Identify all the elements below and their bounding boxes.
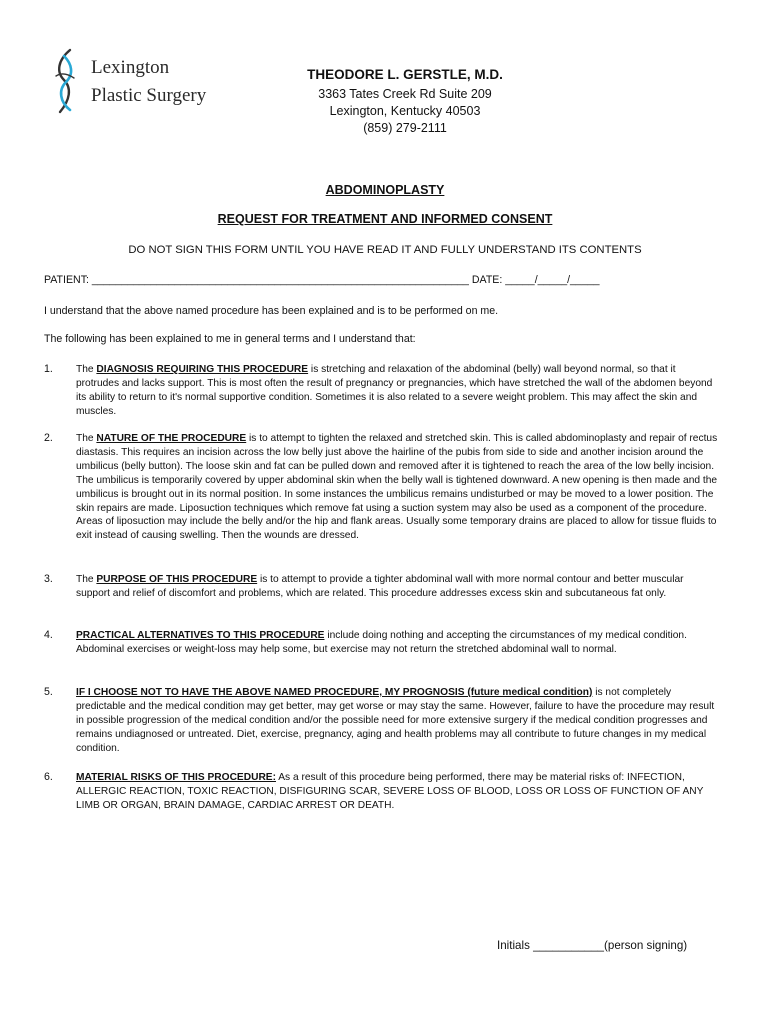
intro-explained: The following has been explained to me in general terms and I understand that: [44,333,416,345]
item-text: is not completely predictable and the medical condition may get better, may get worse or may stay the same. However, failure to have the procedure may result in possible progression of the medical condition and/or the possible need for more extensive surgery if the medical condition progresses and remains undiagnosed or untreated. Diet, exercise, pregnancy, aging and health problems may all contribute to future changes in my medical condition. [76,687,715,754]
item-heading: DIAGNOSIS REQUIRING THIS PROCEDURE [96,364,309,375]
item-heading: MATERIAL RISKS OF THIS PROCEDURE: [76,772,276,783]
item-number: 4. [44,629,53,641]
consent-item-1 [44,363,720,419]
warning-notice: DO NOT SIGN THIS FORM UNTIL YOU HAVE READ IT AND FULLY UNDERSTAND ITS CONTENTS [128,244,642,256]
letterhead [250,66,560,137]
consent-item-5 [44,686,720,756]
item-number: 2. [44,432,53,444]
item-text: is to attempt to tighten the relaxed and stretched skin. This is called abdominoplasty and repair of rectus diastasis. This requires an incision across the low belly just above the hairline of the pubis from side to side and another incision around the umbilicus (belly button). The loose skin and fat can be pulled down and removed after it is tightened to reach the area of the low belly incision. The umbilicus is temporarily covered by upper abdominal skin when the belly wall is tightened downward. A new opening is then made and the umbilicus is brought out in its normal position. In some instances the umbilicus remains undisturbed or may be moved to a lower position. The skin repairs are made. Liposuction techniques which remove fat using a suction system may also be used as a component of the procedure. Areas of liposuction may include the belly and/or the hip and flank areas. Usually some temporary drains are placed to allow for tissue fluids to exit instead of causing swelling. Then the wounds are dressed. [76,433,718,542]
item-heading: PURPOSE OF THIS PROCEDURE [96,574,258,585]
doctor-name: THEODORE L. GERSTLE, M.D. [307,67,503,82]
item-number: 5. [44,686,53,698]
practice-logo [48,46,218,116]
intro-statement: I understand that the above named procedure has been explained and is to be performed on me. [44,305,499,317]
document-subtitle: REQUEST FOR TREATMENT AND INFORMED CONSENT [217,212,553,226]
item-prefix: The [76,574,97,585]
consent-item-3 [44,573,720,601]
initials-field[interactable]: Initials ___________(person signing) [497,939,688,952]
item-heading: PRACTICAL ALTERNATIVES TO THIS PROCEDURE [76,630,325,641]
consent-item-2 [44,432,720,543]
item-heading: IF I CHOOSE NOT TO HAVE THE ABOVE NAMED PROCEDURE, MY PROGNOSIS (future medical condition) [76,687,593,698]
address-line-2: Lexington, Kentucky 40503 [329,104,481,118]
phone-number: (859) 279-2111 [363,121,447,135]
consent-item-4 [44,629,720,657]
item-number: 6. [44,771,53,783]
item-text: is to attempt to provide a tighter abdominal wall with more normal contour and better muscular support and relief of discomfort and problems, which are related. This procedure addresses excess skin and subcutaneous fat only. [76,574,684,599]
logo-line-1: Lexington [91,57,170,78]
item-text: include doing nothing and accepting the circumstances of my medical condition. Abdominal exercises or weight-loss may help some, but exercise may not return the stretched abdominal wall to normal. [76,630,687,655]
document-title: ABDOMINOPLASTY [325,183,445,197]
item-heading: NATURE OF THE PROCEDURE [96,433,247,444]
address-line-1: 3363 Tates Creek Rd Suite 209 [318,87,492,101]
item-number: 1. [44,363,53,375]
item-number: 3. [44,573,53,585]
item-text: As a result of this procedure being performed, there may be material risks of: INFECTION, ALLERGIC REACTION, TOXIC REACTION, DISFIGURING SCAR, SEVERE LOSS OF BLOOD, LOSS OR LOSS OF FUNCTION OF ANY LIMB OR ORGAN, BRAIN DAMAGE, CARDIAC ARREST OR DEATH. [76,772,704,811]
item-text: is stretching and relaxation of the abdominal (belly) wall beyond normal, so that it protrudes and lacks support. This is most often the result of pregnancy or pregnancies, which have stretched the wall of the abdomen beyond its ability to return to it's normal supportive condition. Sometimes it is also related to a severe weight problem. This may affect the skin and muscles. [76,364,713,417]
swirl-logo-icon [48,46,84,116]
patient-date-field[interactable]: PATIENT: ________________________________________________________________ DATE: _____/_____/_____ [44,274,600,286]
logo-line-2: Plastic Surgery [91,85,207,106]
item-prefix: The [76,364,97,375]
consent-item-6 [44,771,720,813]
item-prefix: The [76,433,97,444]
